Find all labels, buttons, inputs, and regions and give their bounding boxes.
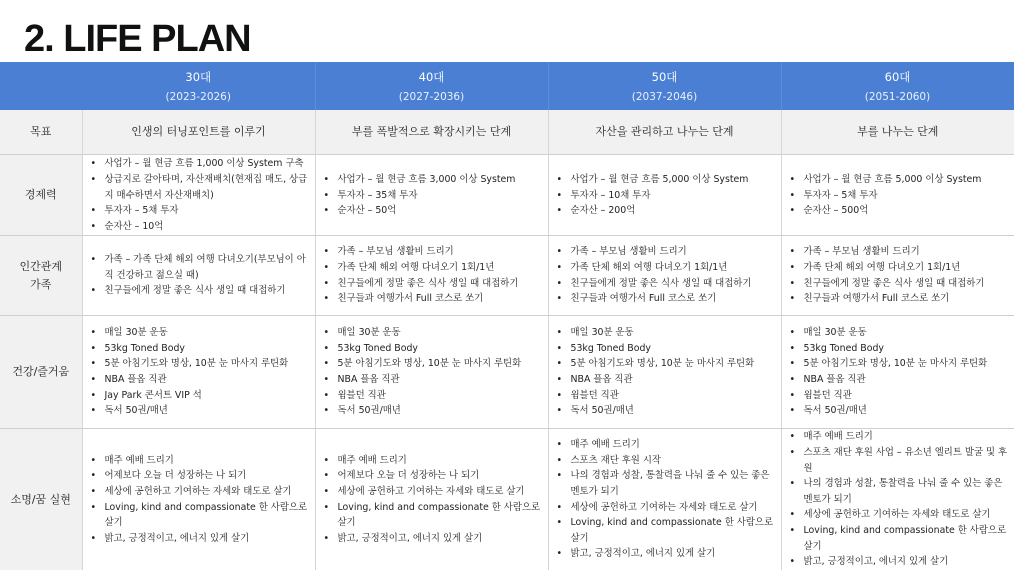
bullet-item: • 가족 – 부모님 생활비 드리기 [804,244,1009,260]
bullet-item: • 가족 단체 해외 여행 다녀오기 1회/1년 [571,260,775,276]
goal-cell: 자산을 관리하고 나누는 단계 [548,110,781,155]
bullet-item: • Loving, kind and compassionate 한 사람으로 살기 [105,500,309,531]
family-cell [781,236,1014,315]
bullet-item: • 매일 30분 운동 [105,325,309,341]
bullet-item: • Loving, kind and compassionate 한 사람으로 살기 [571,515,775,546]
bullet-item: • 5분 아침기도와 명상, 10분 눈 마사지 루틴화 [338,356,542,372]
bullet-item: • 밝고, 긍정적이고, 에너지 있게 살기 [571,546,775,562]
bullet-item: • 독서 50권/매년 [338,403,542,419]
bullet-item: • 가족 단체 해외 여행 다녀오기 1회/1년 [804,260,1009,276]
bullet-item: • 친구들에게 정말 좋은 식사 생일 때 대접하기 [571,276,775,292]
page-title: 2. LIFE PLAN [24,18,251,60]
decade-label: 60대 [884,70,911,84]
bullet-item: • 친구들과 여행가서 Full 코스로 쏘기 [804,291,1009,307]
bullet-item: • 어제보다 오늘 더 성장하는 나 되기 [338,468,542,484]
bullet-item: • NBA 플옵 직관 [105,372,309,388]
health-cell [82,315,315,428]
bullet-item: • 사업가 – 월 현금 흐름 5,000 이상 System [804,172,1009,188]
bullet-item: • 사업가 – 월 현금 흐름 3,000 이상 System [338,172,542,188]
bullet-item: • 가족 – 가족 단체 해외 여행 다녀오기(부모님이 아직 건강하고 젊으실 때) [105,252,309,283]
bullet-item: • 매주 예배 드리기 [105,453,309,469]
bullet-list [322,325,542,419]
years-label: (2051-2060) [864,91,931,103]
bullet-item: • Jay Park 콘서트 VIP 석 [105,388,309,404]
mission-cell [315,429,548,570]
bullet-item: • 순자산 – 10억 [105,219,309,235]
bullet-item: • 53kg Toned Body [105,341,309,357]
bullet-list [788,244,1009,306]
header-corner [0,62,82,110]
bullet-item: • 밝고, 긍정적이고, 에너지 있게 살기 [804,554,1009,570]
bullet-item: • 53kg Toned Body [338,341,542,357]
bullet-item: • 밝고, 긍정적이고, 에너지 있게 살기 [338,531,542,547]
row-label-economy: 경제력 [0,155,82,236]
bullet-item: • Loving, kind and compassionate 한 사람으로 살기 [804,523,1009,554]
bullet-item: • 가족 단체 해외 여행 다녀오기 1회/1년 [338,260,542,276]
bullet-item: • Loving, kind and compassionate 한 사람으로 살기 [338,500,542,531]
economy-cell [548,155,781,236]
mission-cell [781,429,1014,570]
bullet-item: • 5분 아침기도와 명상, 10분 눈 마사지 루틴화 [105,356,309,372]
bullet-list [555,437,775,562]
mission-cell [548,429,781,570]
bullet-item: • NBA 플옵 직관 [571,372,775,388]
bullet-item: • 순자산 – 500억 [804,203,1009,219]
goal-row [0,110,1014,155]
bullet-item: • 투자자 – 5채 투자 [105,203,309,219]
bullet-item: • 친구들에게 정말 좋은 식사 생일 때 대접하기 [338,276,542,292]
decade-label: 30대 [185,70,212,84]
years-label: (2037-2046) [631,91,698,103]
health-cell [315,315,548,428]
bullet-item: • 밝고, 긍정적이고, 에너지 있게 살기 [105,531,309,547]
bullet-item: • NBA 플옵 직관 [804,372,1009,388]
bullet-item: • 투자자 – 10채 투자 [571,188,775,204]
economy-cell [781,155,1014,236]
bullet-item: • 사업가 – 월 현금 흐름 5,000 이상 System [571,172,775,188]
bullet-item: • 스포츠 재단 후원 시작 [571,453,775,469]
family-cell [82,236,315,315]
goal-cell: 부를 나누는 단계 [781,110,1014,155]
goal-cell: 부를 폭발적으로 확장시키는 단계 [315,110,548,155]
bullet-item: • 가족 – 부모님 생활비 드리기 [338,244,542,260]
bullet-list [89,156,309,234]
family-row [0,236,1014,315]
bullet-item: • 5분 아침기도와 명상, 10분 눈 마사지 루틴화 [804,356,1009,372]
bullet-item: • 윔블던 직관 [338,388,542,404]
bullet-list [788,172,1009,219]
header-row [0,62,1014,110]
bullet-list [788,325,1009,419]
family-cell [315,236,548,315]
bullet-item: • 53kg Toned Body [571,341,775,357]
bullet-item: • 매일 30분 운동 [804,325,1009,341]
bullet-item: • 가족 – 부모님 생활비 드리기 [571,244,775,260]
bullet-item: • 나의 경험과 성찰, 통찰력을 나눠 줄 수 있는 좋은 멘토가 되기 [804,476,1009,507]
bullet-list [89,325,309,419]
family-cell [548,236,781,315]
years-label: (2023-2026) [165,91,231,103]
bullet-item: • 매주 예배 드리기 [338,453,542,469]
bullet-item: • 세상에 공헌하고 기여하는 자세와 태도로 살기 [105,484,309,500]
row-label-health: 건강/즐거움 [0,315,82,428]
bullet-item: • 상급지로 갈아타며, 자산재배치(현재집 매도, 상급지 매수하면서 자산재배치) [105,172,309,203]
bullet-list [322,453,542,547]
row-label-mission: 소명/꿈 실현 [0,429,82,570]
bullet-item: • 사업가 – 월 현금 흐름 1,000 이상 System 구축 [105,156,309,172]
bullet-item: • 친구들에게 정말 좋은 식사 생일 때 대접하기 [105,283,309,299]
row-label-family [0,236,82,315]
bullet-list [555,325,775,419]
bullet-item: • 매일 30분 운동 [338,325,542,341]
bullet-item: • 친구들과 여행가서 Full 코스로 쏘기 [571,291,775,307]
bullet-item: • 투자자 – 35채 투자 [338,188,542,204]
bullet-list [322,244,542,306]
bullet-item: • 윔블던 직관 [804,388,1009,404]
health-cell [548,315,781,428]
economy-cell [315,155,548,236]
bullet-list [555,172,775,219]
bullet-item: • 매주 예배 드리기 [804,429,1009,445]
bullet-item: • 세상에 공헌하고 기여하는 자세와 태도로 살기 [571,500,775,516]
header-30s [82,62,315,110]
bullet-list [788,429,1009,569]
health-row [0,315,1014,428]
bullet-item: • 독서 50권/매년 [571,403,775,419]
bullet-item: • 매주 예배 드리기 [571,437,775,453]
bullet-list [555,244,775,306]
bullet-item: • 세상에 공헌하고 기여하는 자세와 태도로 살기 [338,484,542,500]
life-plan-table [0,62,1014,570]
row-label-line: 가족 [30,277,52,291]
bullet-list [89,252,309,299]
bullet-item: • 투자자 – 5채 투자 [804,188,1009,204]
mission-row [0,429,1014,570]
header-50s [548,62,781,110]
row-label-line: 인간관계 [19,259,62,273]
header-40s [315,62,548,110]
bullet-item: • 어제보다 오늘 더 성장하는 나 되기 [105,468,309,484]
row-label-goal: 목표 [0,110,82,155]
header-60s [781,62,1014,110]
bullet-item: • 5분 아침기도와 명상, 10분 눈 마사지 루틴화 [571,356,775,372]
mission-cell [82,429,315,570]
bullet-item: • 친구들에게 정말 좋은 식사 생일 때 대접하기 [804,276,1009,292]
bullet-item: • 세상에 공헌하고 기여하는 자세와 태도로 살기 [804,507,1009,523]
bullet-item: • 독서 50권/매년 [804,403,1009,419]
economy-row [0,155,1014,236]
bullet-item: • 53kg Toned Body [804,341,1009,357]
decade-label: 40대 [418,70,445,84]
health-cell [781,315,1014,428]
bullet-list [322,172,542,219]
bullet-item: • 나의 경험과 성찰, 통찰력을 나눠 줄 수 있는 좋은 멘토가 되기 [571,468,775,499]
bullet-item: • NBA 플옵 직관 [338,372,542,388]
bullet-item: • 매일 30분 운동 [571,325,775,341]
years-label: (2027-2036) [398,91,465,103]
decade-label: 50대 [651,70,678,84]
bullet-item: • 윔블던 직관 [571,388,775,404]
bullet-item: • 순자산 – 50억 [338,203,542,219]
bullet-item: • 순자산 – 200억 [571,203,775,219]
bullet-item: • 스포츠 재단 후원 사업 – 유소년 엘리트 발굴 및 후원 [804,445,1009,476]
bullet-item: • 독서 50권/매년 [105,403,309,419]
bullet-item: • 친구들과 여행가서 Full 코스로 쏘기 [338,291,542,307]
goal-cell: 인생의 터닝포인트를 이루기 [82,110,315,155]
bullet-list [89,453,309,547]
economy-cell [82,155,315,236]
